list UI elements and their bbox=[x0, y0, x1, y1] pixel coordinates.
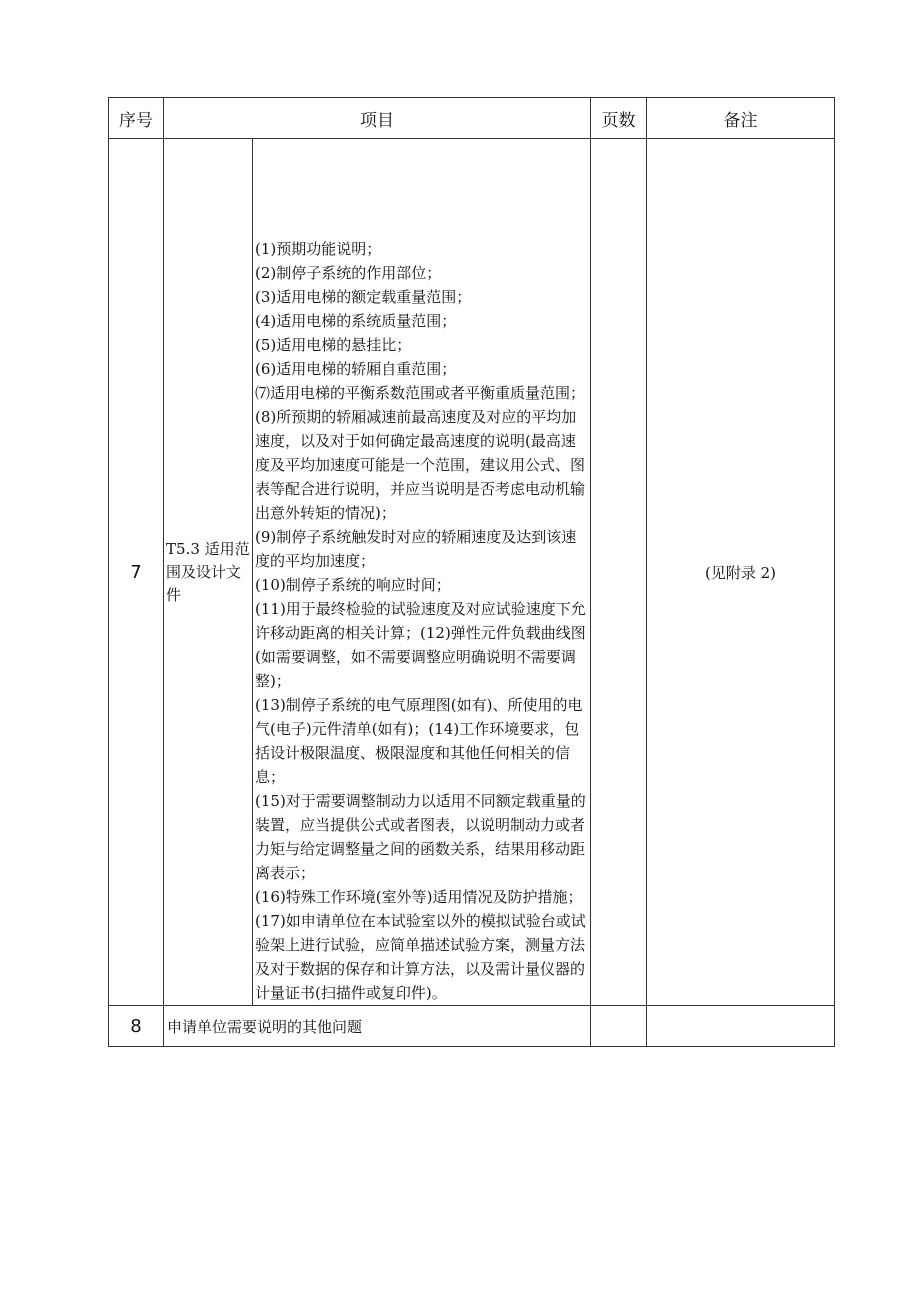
header-pages: 页数 bbox=[591, 98, 647, 139]
list-item: (10)制停子系统的响应时间； bbox=[255, 576, 451, 594]
list-item: (17)如申请单位在本试验室以外的模拟试验台或试验架上进行试验，应简单描述试验方案，测量方法及对于数据的保存和计算方法，以及需计量仪器的计量证书(扫描件或复印件)。 bbox=[255, 912, 586, 1002]
row-remarks: (见附录 2) bbox=[647, 139, 835, 1006]
row-description: 申请单位需要说明的其他问题 bbox=[164, 1006, 591, 1047]
header-item: 项目 bbox=[164, 98, 591, 139]
application-table bbox=[108, 97, 835, 1047]
list-item: (6)适用电梯的轿厢自重范围； bbox=[255, 360, 457, 378]
row-seq: 7 bbox=[109, 139, 164, 1006]
list-item: (16)特殊工作环境(室外等)适用情况及防护措施； bbox=[255, 888, 583, 906]
table-row bbox=[109, 139, 835, 1006]
list-item: (8)所预期的轿厢减速前最高速度及对应的平均加速度，以及对于如何确定最高速度的说明(最高速度及平均加速度可能是一个范围，建议用公式、图表等配合进行说明，并应当说明是否考虑电动机输出意外转矩的情况)； bbox=[255, 408, 586, 522]
list-item: (15)对于需要调整制动力以适用不同额定载重量的装置，应当提供公式或者图表，以说明制动力或者力矩与给定调整量之间的函数关系，结果用移动距离表示； bbox=[255, 792, 586, 882]
table-row bbox=[109, 1006, 835, 1047]
row-seq: 8 bbox=[109, 1006, 164, 1047]
list-item: (13)制停子系统的电气原理图(如有)、所使用的电气(电子)元件清单(如有)；(14)工作环境要求，包括设计极限温度、极限湿度和其他任何相关的信息； bbox=[255, 696, 583, 786]
row-subitem: T5.3 适用范围及设计文件 bbox=[164, 139, 253, 1006]
list-item: (9)制停子系统触发时对应的轿厢速度及达到该速度的平均加速度； bbox=[255, 528, 577, 570]
header-remarks: 备注 bbox=[647, 98, 835, 139]
list-item: ⑺适用电梯的平衡系数范围或者平衡重质量范围； bbox=[255, 384, 586, 402]
list-item: (4)适用电梯的系统质量范围； bbox=[255, 312, 457, 330]
row-item-list bbox=[253, 139, 591, 1006]
list-item: (11)用于最终检验的试验速度及对应试验速度下允许移动距离的相关计算；(12)弹性元件负载曲线图(如需要调整，如不需要调整应明确说明不需要调整)； bbox=[255, 600, 586, 690]
list-item: (3)适用电梯的额定载重量范围； bbox=[255, 288, 472, 306]
list-item: (1)预期功能说明； bbox=[255, 240, 382, 258]
list-item: (2)制停子系统的作用部位； bbox=[255, 264, 442, 282]
header-seq: 序号 bbox=[109, 98, 164, 139]
row-pages bbox=[591, 1006, 647, 1047]
list-item: (5)适用电梯的悬挂比； bbox=[255, 336, 412, 354]
row-remarks bbox=[647, 1006, 835, 1047]
row-pages bbox=[591, 139, 647, 1006]
table-header-row bbox=[109, 98, 835, 139]
